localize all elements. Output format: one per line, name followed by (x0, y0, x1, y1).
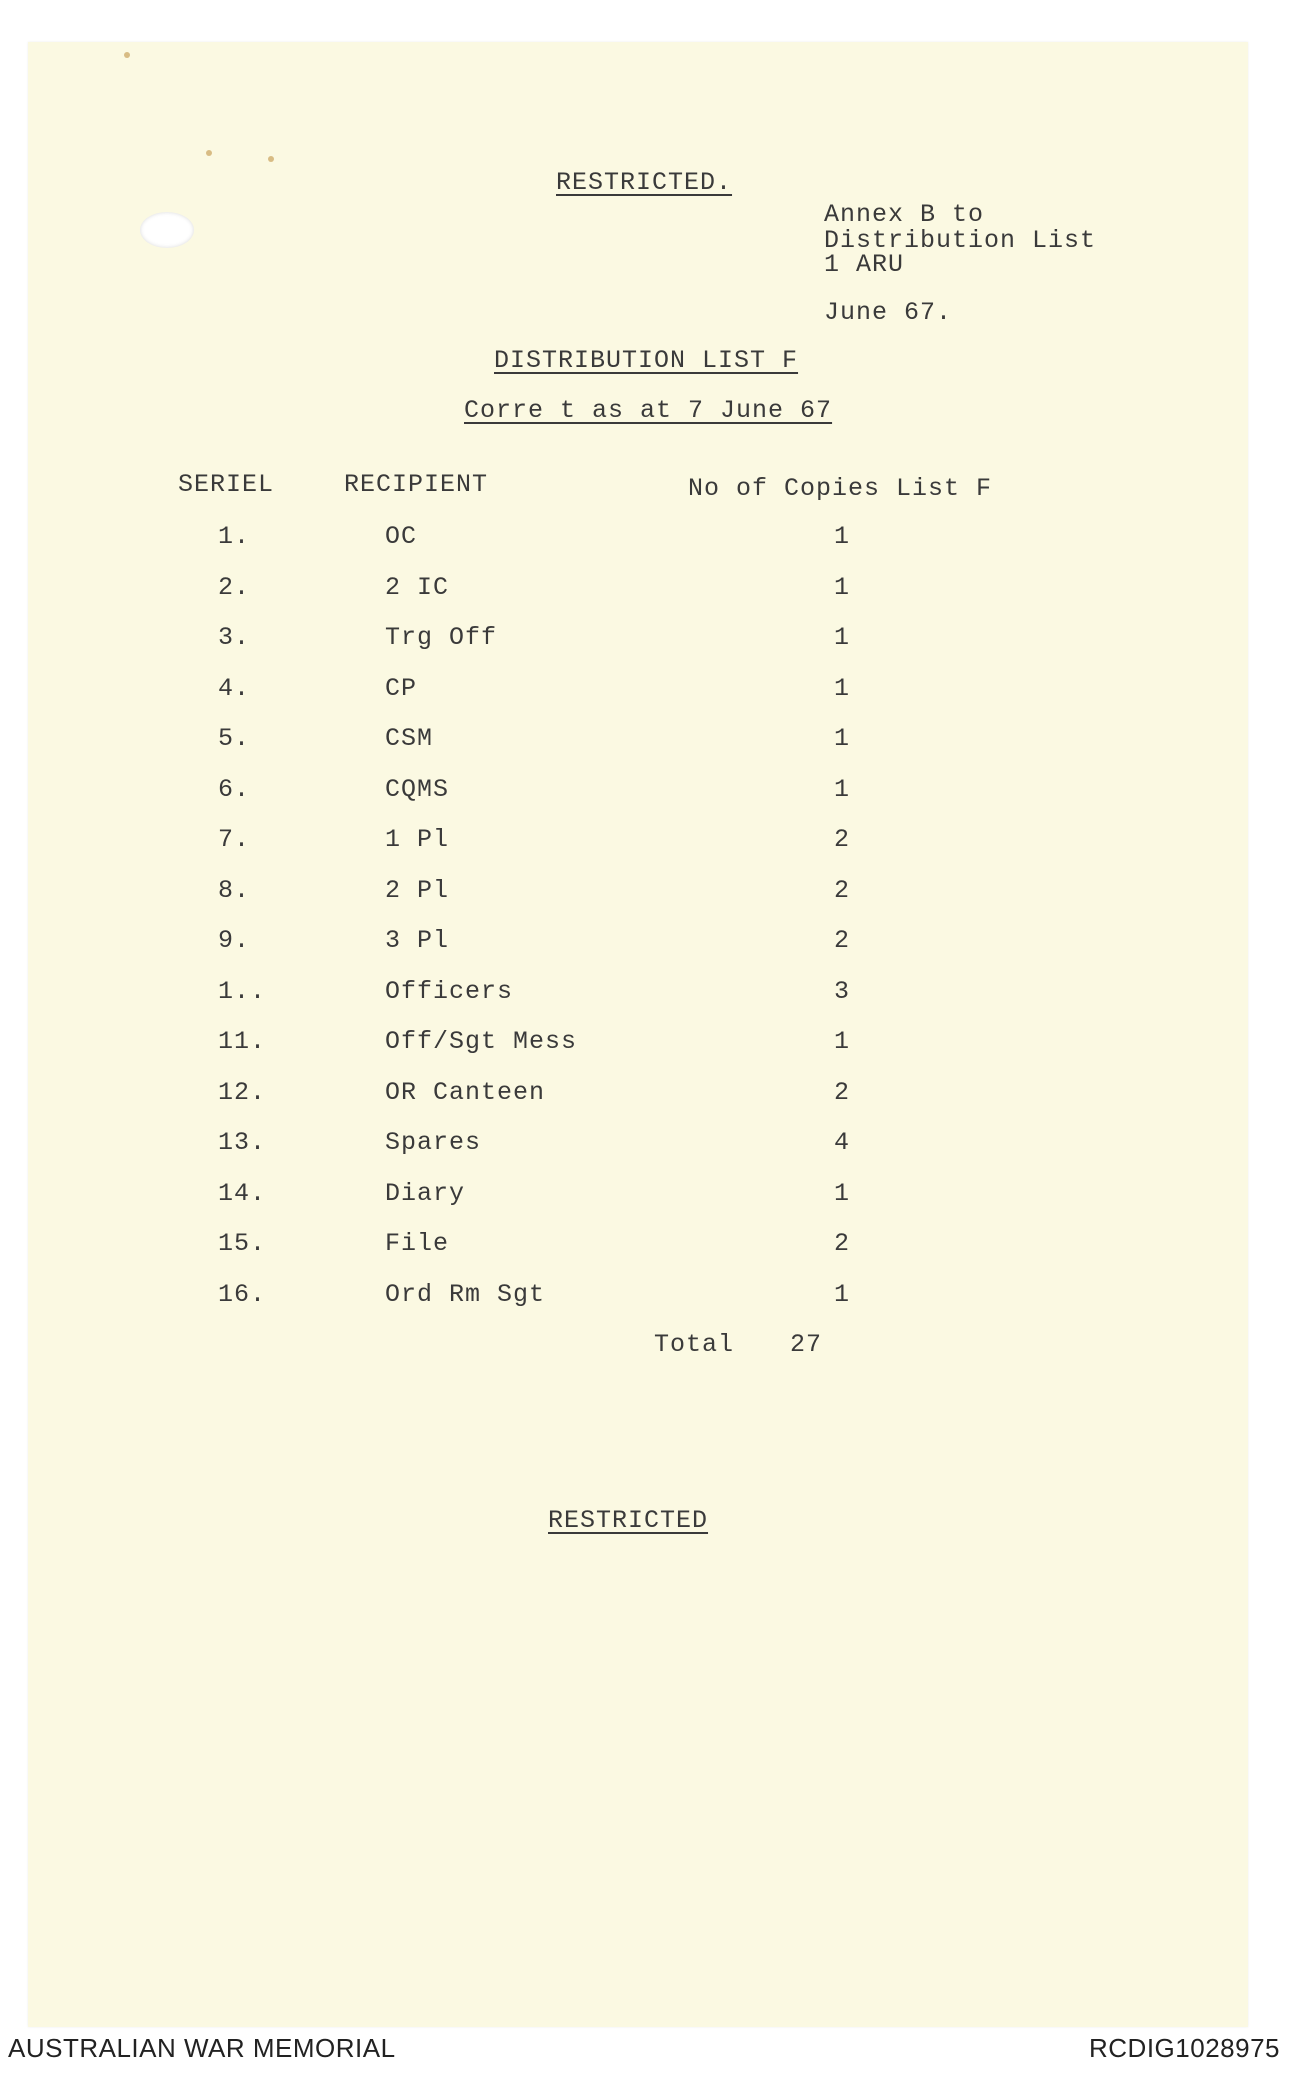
table-row (28, 1178, 1248, 1221)
rust-stain (124, 52, 130, 58)
table-row (28, 1029, 1248, 1069)
annex-line: Distribution List (824, 226, 1097, 255)
table-row (28, 1279, 1248, 1322)
row-copies: 2 (834, 1229, 851, 1258)
rust-stain (268, 156, 274, 162)
row-copies: 1 (834, 724, 851, 753)
archive-credit: AUSTRALIAN WAR MEMORIAL (8, 2033, 396, 2063)
archive-reference: RCDIG1028975 (1089, 2033, 1280, 2063)
table-row (28, 774, 1248, 817)
row-copies: 2 (834, 825, 851, 854)
row-copies: 2 (834, 875, 851, 905)
total-value: 27 (790, 1330, 823, 1359)
column-header-recipient: RECIPIENT (344, 470, 489, 499)
row-recipient: Trg Off (385, 623, 498, 652)
row-recipient: Ord Rm Sgt (385, 1279, 546, 1309)
document-date: June 67. (824, 298, 953, 327)
row-copies: 1 (834, 673, 851, 703)
row-recipient: 2 IC (385, 572, 450, 602)
row-serial: 9. (218, 926, 251, 955)
row-copies: 1 (834, 1027, 851, 1056)
table-row (28, 1130, 1248, 1170)
table-row (28, 976, 1248, 1019)
row-serial: 15. (218, 1229, 267, 1258)
row-recipient: CSM (385, 724, 434, 753)
table-row (28, 625, 1248, 665)
row-serial: 8. (218, 875, 251, 905)
table-row (28, 928, 1248, 968)
row-recipient: 2 Pl (385, 875, 450, 905)
row-recipient: CQMS (385, 774, 450, 804)
table-row (28, 673, 1248, 716)
row-serial: 3. (218, 623, 251, 652)
page-title: DISTRIBUTION LIST F (494, 346, 799, 375)
row-serial: 12. (218, 1077, 267, 1107)
row-copies: 3 (834, 976, 851, 1006)
row-serial: 13. (218, 1128, 267, 1157)
table-row (28, 827, 1248, 867)
table-row (28, 1077, 1248, 1120)
row-recipient: OR Canteen (385, 1077, 546, 1107)
row-serial: 5. (218, 724, 251, 753)
column-header-serial: SERIEL (178, 470, 275, 499)
row-recipient: 3 Pl (385, 926, 450, 955)
column-header-copies: No of Copies List F (688, 474, 993, 503)
row-recipient: 1 Pl (385, 825, 450, 854)
row-serial: 4. (218, 673, 251, 703)
annex-line: Annex B to (824, 200, 985, 229)
document-sheet (28, 42, 1248, 2027)
table-row (28, 726, 1248, 766)
row-serial: 7. (218, 825, 251, 854)
row-recipient: Diary (385, 1178, 466, 1208)
row-copies: 4 (834, 1128, 851, 1157)
row-recipient: File (385, 1229, 450, 1258)
table-row (28, 572, 1248, 615)
page-subtitle: Corre t as at 7 June 67 (464, 396, 833, 425)
annex-line: 1 ARU (824, 250, 905, 279)
row-serial: 16. (218, 1279, 267, 1309)
table-row (28, 875, 1248, 918)
rust-stain (206, 150, 212, 156)
row-copies: 1 (834, 623, 851, 652)
table-row (28, 524, 1248, 564)
row-recipient: OC (385, 522, 418, 551)
row-copies: 1 (834, 572, 851, 602)
row-serial: 1. (218, 522, 251, 551)
row-serial: 6. (218, 774, 251, 804)
row-serial: 2. (218, 572, 251, 602)
row-copies: 1 (834, 522, 851, 551)
punch-hole (140, 212, 194, 248)
row-serial: 14. (218, 1178, 267, 1208)
row-copies: 2 (834, 926, 851, 955)
row-recipient: Spares (385, 1128, 482, 1157)
table-row (28, 1231, 1248, 1271)
row-serial: 11. (218, 1027, 267, 1056)
row-serial: 1.. (218, 976, 267, 1006)
row-copies: 2 (834, 1077, 851, 1107)
row-copies: 1 (834, 1279, 851, 1309)
row-recipient: Off/Sgt Mess (385, 1027, 578, 1056)
total-label: Total (654, 1330, 735, 1359)
row-recipient: Officers (385, 976, 514, 1006)
classification-top: RESTRICTED. (556, 168, 733, 197)
row-copies: 1 (834, 774, 851, 804)
row-recipient: CP (385, 673, 418, 703)
row-copies: 1 (834, 1178, 851, 1208)
classification-bottom: RESTRICTED (548, 1506, 709, 1535)
